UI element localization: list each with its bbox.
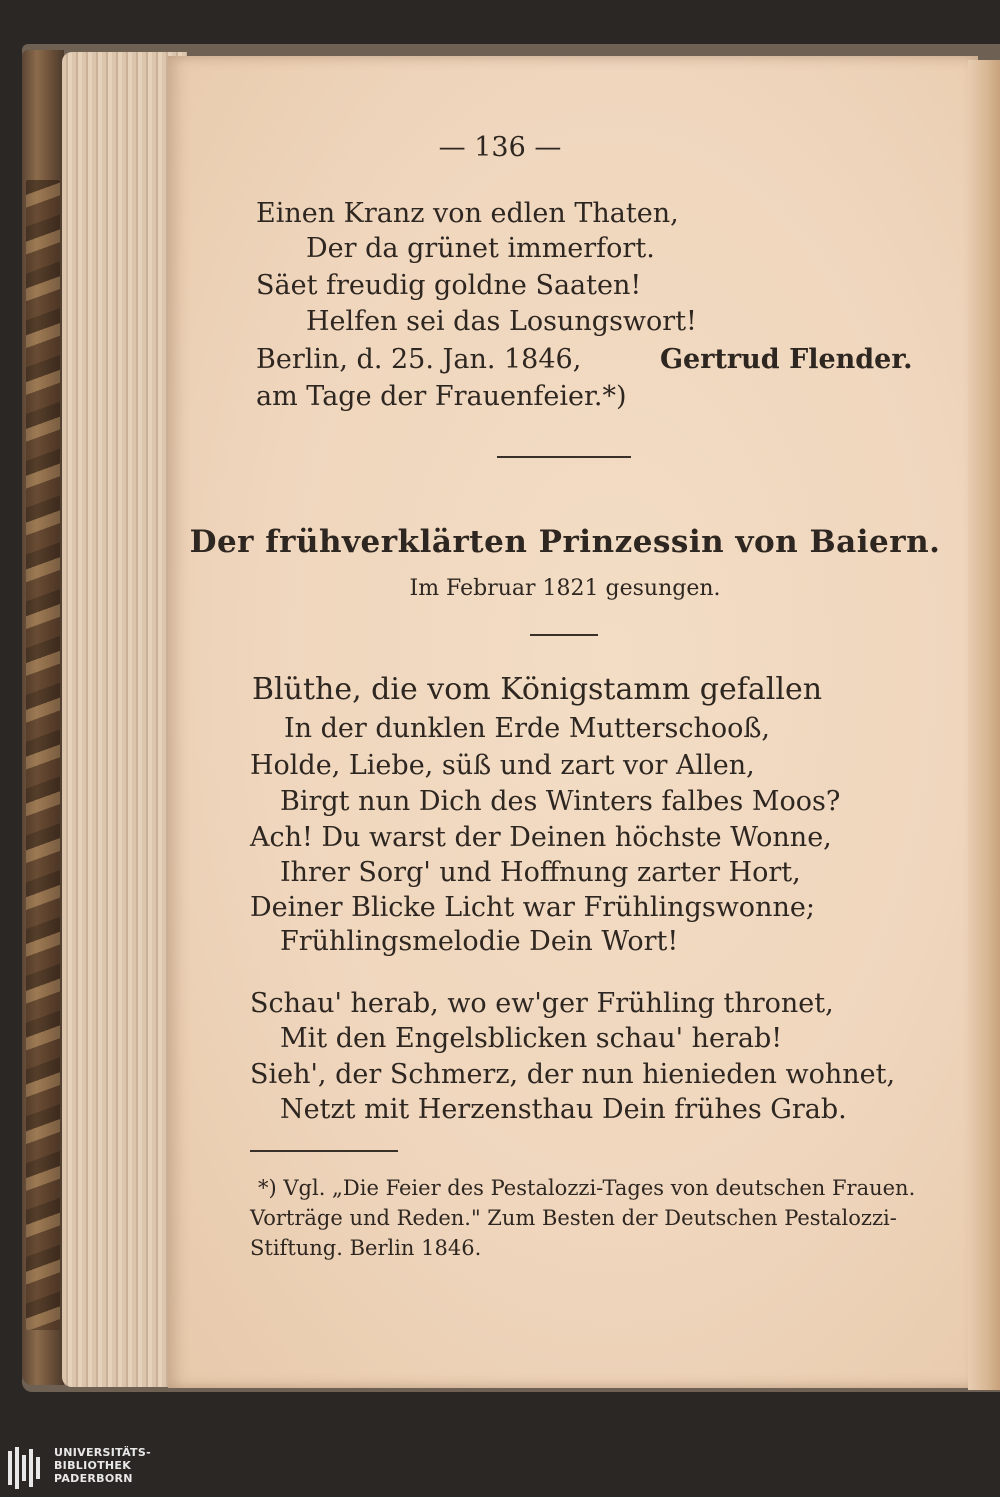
stanza1-line-5: Ach! Du warst der Deinen höchste Wonne,: [250, 822, 832, 853]
footnote-line-3: Stiftung. Berlin 1846.: [250, 1236, 482, 1260]
poem1-line-3: Säet freudig goldne Saaten!: [256, 270, 642, 301]
poem1-line-1: Einen Kranz von edlen Thaten,: [256, 198, 679, 229]
stanza1-line-4: Birgt nun Dich des Winters falbes Moos?: [280, 786, 841, 817]
library-logo: [8, 1445, 168, 1493]
poem1-author: Gertrud Flender.: [660, 344, 913, 375]
stanza2-line-3: Sieh', der Schmerz, der nun hienieden wohnet,: [250, 1059, 896, 1090]
section-divider: [497, 456, 631, 458]
logo-line-1: UNIVERSITÄTS-: [54, 1446, 151, 1459]
library-logo-icon: [8, 1447, 46, 1489]
page-number: — 136 —: [438, 132, 562, 163]
logo-line-2: BIBLIOTHEK: [54, 1459, 132, 1472]
stanza1-line-8: Frühlingsmelodie Dein Wort!: [280, 926, 679, 957]
marbled-edge: [26, 180, 60, 1330]
poem2-title: Der frühverklärten Prinzessin von Baiern.: [189, 524, 941, 560]
stanza2-line-2: Mit den Engelsblicken schau' herab!: [280, 1023, 783, 1054]
poem1-line-4: Helfen sei das Losungswort!: [306, 306, 697, 337]
footnote-line-1: *) Vgl. „Die Feier des Pestalozzi-Tages von deutschen Frauen.: [258, 1176, 916, 1200]
page-right-edge: [968, 60, 1000, 1390]
logo-line-3: PADERBORN: [54, 1472, 133, 1485]
stanza1-line-3: Holde, Liebe, süß und zart vor Allen,: [250, 750, 755, 781]
poem1-line-2: Der da grünet immerfort.: [306, 233, 655, 264]
library-logo-text: [54, 1446, 151, 1485]
title-divider: [530, 634, 598, 636]
poem2-subtitle: Im Februar 1821 gesungen.: [409, 576, 721, 601]
stanza1-line-6: Ihrer Sorg' und Hoffnung zarter Hort,: [280, 857, 801, 888]
footnote-divider: [250, 1150, 398, 1152]
poem1-place-date: Berlin, d. 25. Jan. 1846,: [256, 344, 582, 375]
stanza1-line-2: In der dunklen Erde Mutterschooß,: [284, 713, 770, 744]
stanza2-line-4: Netzt mit Herzensthau Dein frühes Grab.: [280, 1094, 847, 1125]
poem1-occasion: am Tage der Frauenfeier.*): [256, 381, 627, 412]
footnote-line-2: Vorträge und Reden." Zum Besten der Deutschen Pestalozzi-: [250, 1206, 897, 1230]
stanza1-line-7: Deiner Blicke Licht war Frühlingswonne;: [250, 892, 815, 923]
stanza1-line-1: Blüthe, die vom Königstamm gefallen: [252, 672, 823, 707]
stanza2-line-1: Schau' herab, wo ew'ger Frühling thronet,: [250, 988, 834, 1019]
